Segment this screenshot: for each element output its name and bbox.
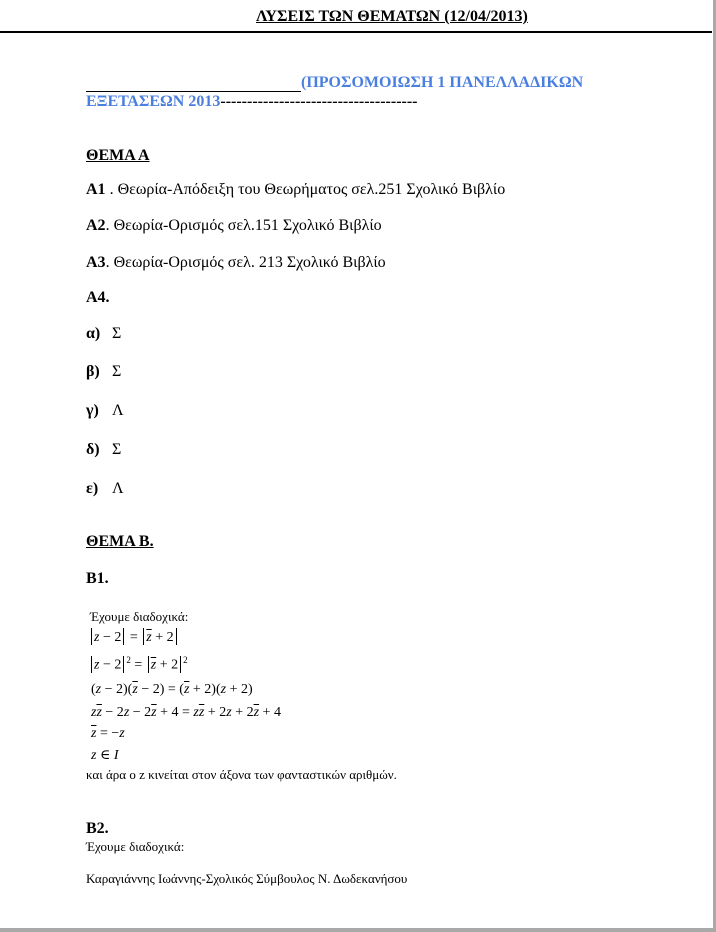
answer-row (86, 441, 121, 459)
answer-value: Λ (112, 480, 124, 497)
item-a2 (86, 217, 382, 235)
item-b2 (86, 820, 109, 838)
answer-row (86, 480, 124, 498)
item-a2-text: . Θεωρία-Ορισμός σελ.151 Σχολικό Βιβλίο (105, 217, 382, 234)
answer-value: Σ (112, 363, 122, 380)
answer-value: Σ (112, 441, 122, 458)
equation-line-4: $z\overline{z} - 2z - 2\overline{z} + 4 = z\overline{z} + 2z + 2\overline{z} + 4$ (91, 705, 281, 720)
equation-line-3: $(z - 2)(\overline{z} - 2) = (\overline{z} + 2)(z + 2)$ (91, 682, 253, 697)
equation-line-5: $\overline{z} = -z$ (91, 726, 125, 741)
b2-intro: Έχουμε διαδοχικά: (86, 839, 185, 854)
simulation-line-2 (86, 93, 418, 111)
theme-a-heading: ΘΕΜΑ Α (86, 147, 150, 164)
footer-author: Καραγιάννης Ιωάννης-Σχολικός Σύμβουλος Ν. Δωδεκανήσου (86, 871, 408, 886)
item-a2-label: Α2 (86, 217, 106, 234)
item-a3-label: Α3 (86, 254, 106, 271)
answer-row (86, 402, 124, 420)
page-title: ΛΥΣΕΙΣ ΤΩΝ ΘΕΜΑΤΩΝ (12/04/2013) (256, 8, 528, 25)
header-divider (0, 31, 712, 33)
simulation-title: (ΠΡΟΣΟΜΟΙΩΣΗ 1 ΠΑΝΕΛΛΑΔΙΚΩΝ (301, 74, 584, 91)
b1-intro: Έχουμε διαδοχικά: (90, 609, 189, 624)
answer-label: δ) (86, 441, 100, 458)
simulation-line-1 (86, 74, 583, 92)
answer-row (86, 325, 121, 343)
answer-row (86, 363, 121, 381)
item-b2-label: Β2. (86, 820, 109, 837)
item-a4 (86, 289, 110, 307)
answer-label: ε) (86, 480, 99, 497)
blank-underline (86, 77, 301, 92)
answer-value: Λ (112, 402, 124, 419)
item-a3-text: . Θεωρία-Ορισμός σελ. 213 Σχολικό Βιβλίο (105, 254, 386, 271)
item-a1 (86, 181, 505, 199)
equation-line-1: $z - 2 = \overline{z} + 2$ (89, 628, 179, 646)
item-b1 (86, 570, 109, 588)
answer-label: γ) (86, 402, 99, 419)
simulation-year: ΕΞΕΤΑΣΕΩΝ 2013 (86, 93, 221, 110)
item-a4-label: Α4. (86, 289, 110, 306)
b1-conclusion: και άρα ο z κινείται στον άξονα των φανταστικών αριθμών. (86, 767, 397, 782)
answer-value: Σ (112, 325, 122, 342)
item-a3 (86, 254, 386, 272)
page-edge-bottom (0, 928, 716, 932)
equation-line-6: z ∈ I (91, 748, 119, 763)
equation-line-2: z − 2 $^2 = \overline{z} + 2$ $^2$ (89, 655, 188, 674)
item-a1-label: Α1 (86, 181, 106, 198)
item-b1-label: Β1. (86, 570, 109, 587)
dashes: ------------------------------------- (220, 93, 418, 110)
answer-label: β) (86, 363, 100, 380)
theme-b-heading: ΘΕΜΑ Β. (86, 533, 154, 550)
item-a1-text: . Θεωρία-Απόδειξη του Θεωρήματος σελ.251 Σχολικό Βιβλίο (105, 181, 506, 198)
answer-label: α) (86, 325, 101, 342)
